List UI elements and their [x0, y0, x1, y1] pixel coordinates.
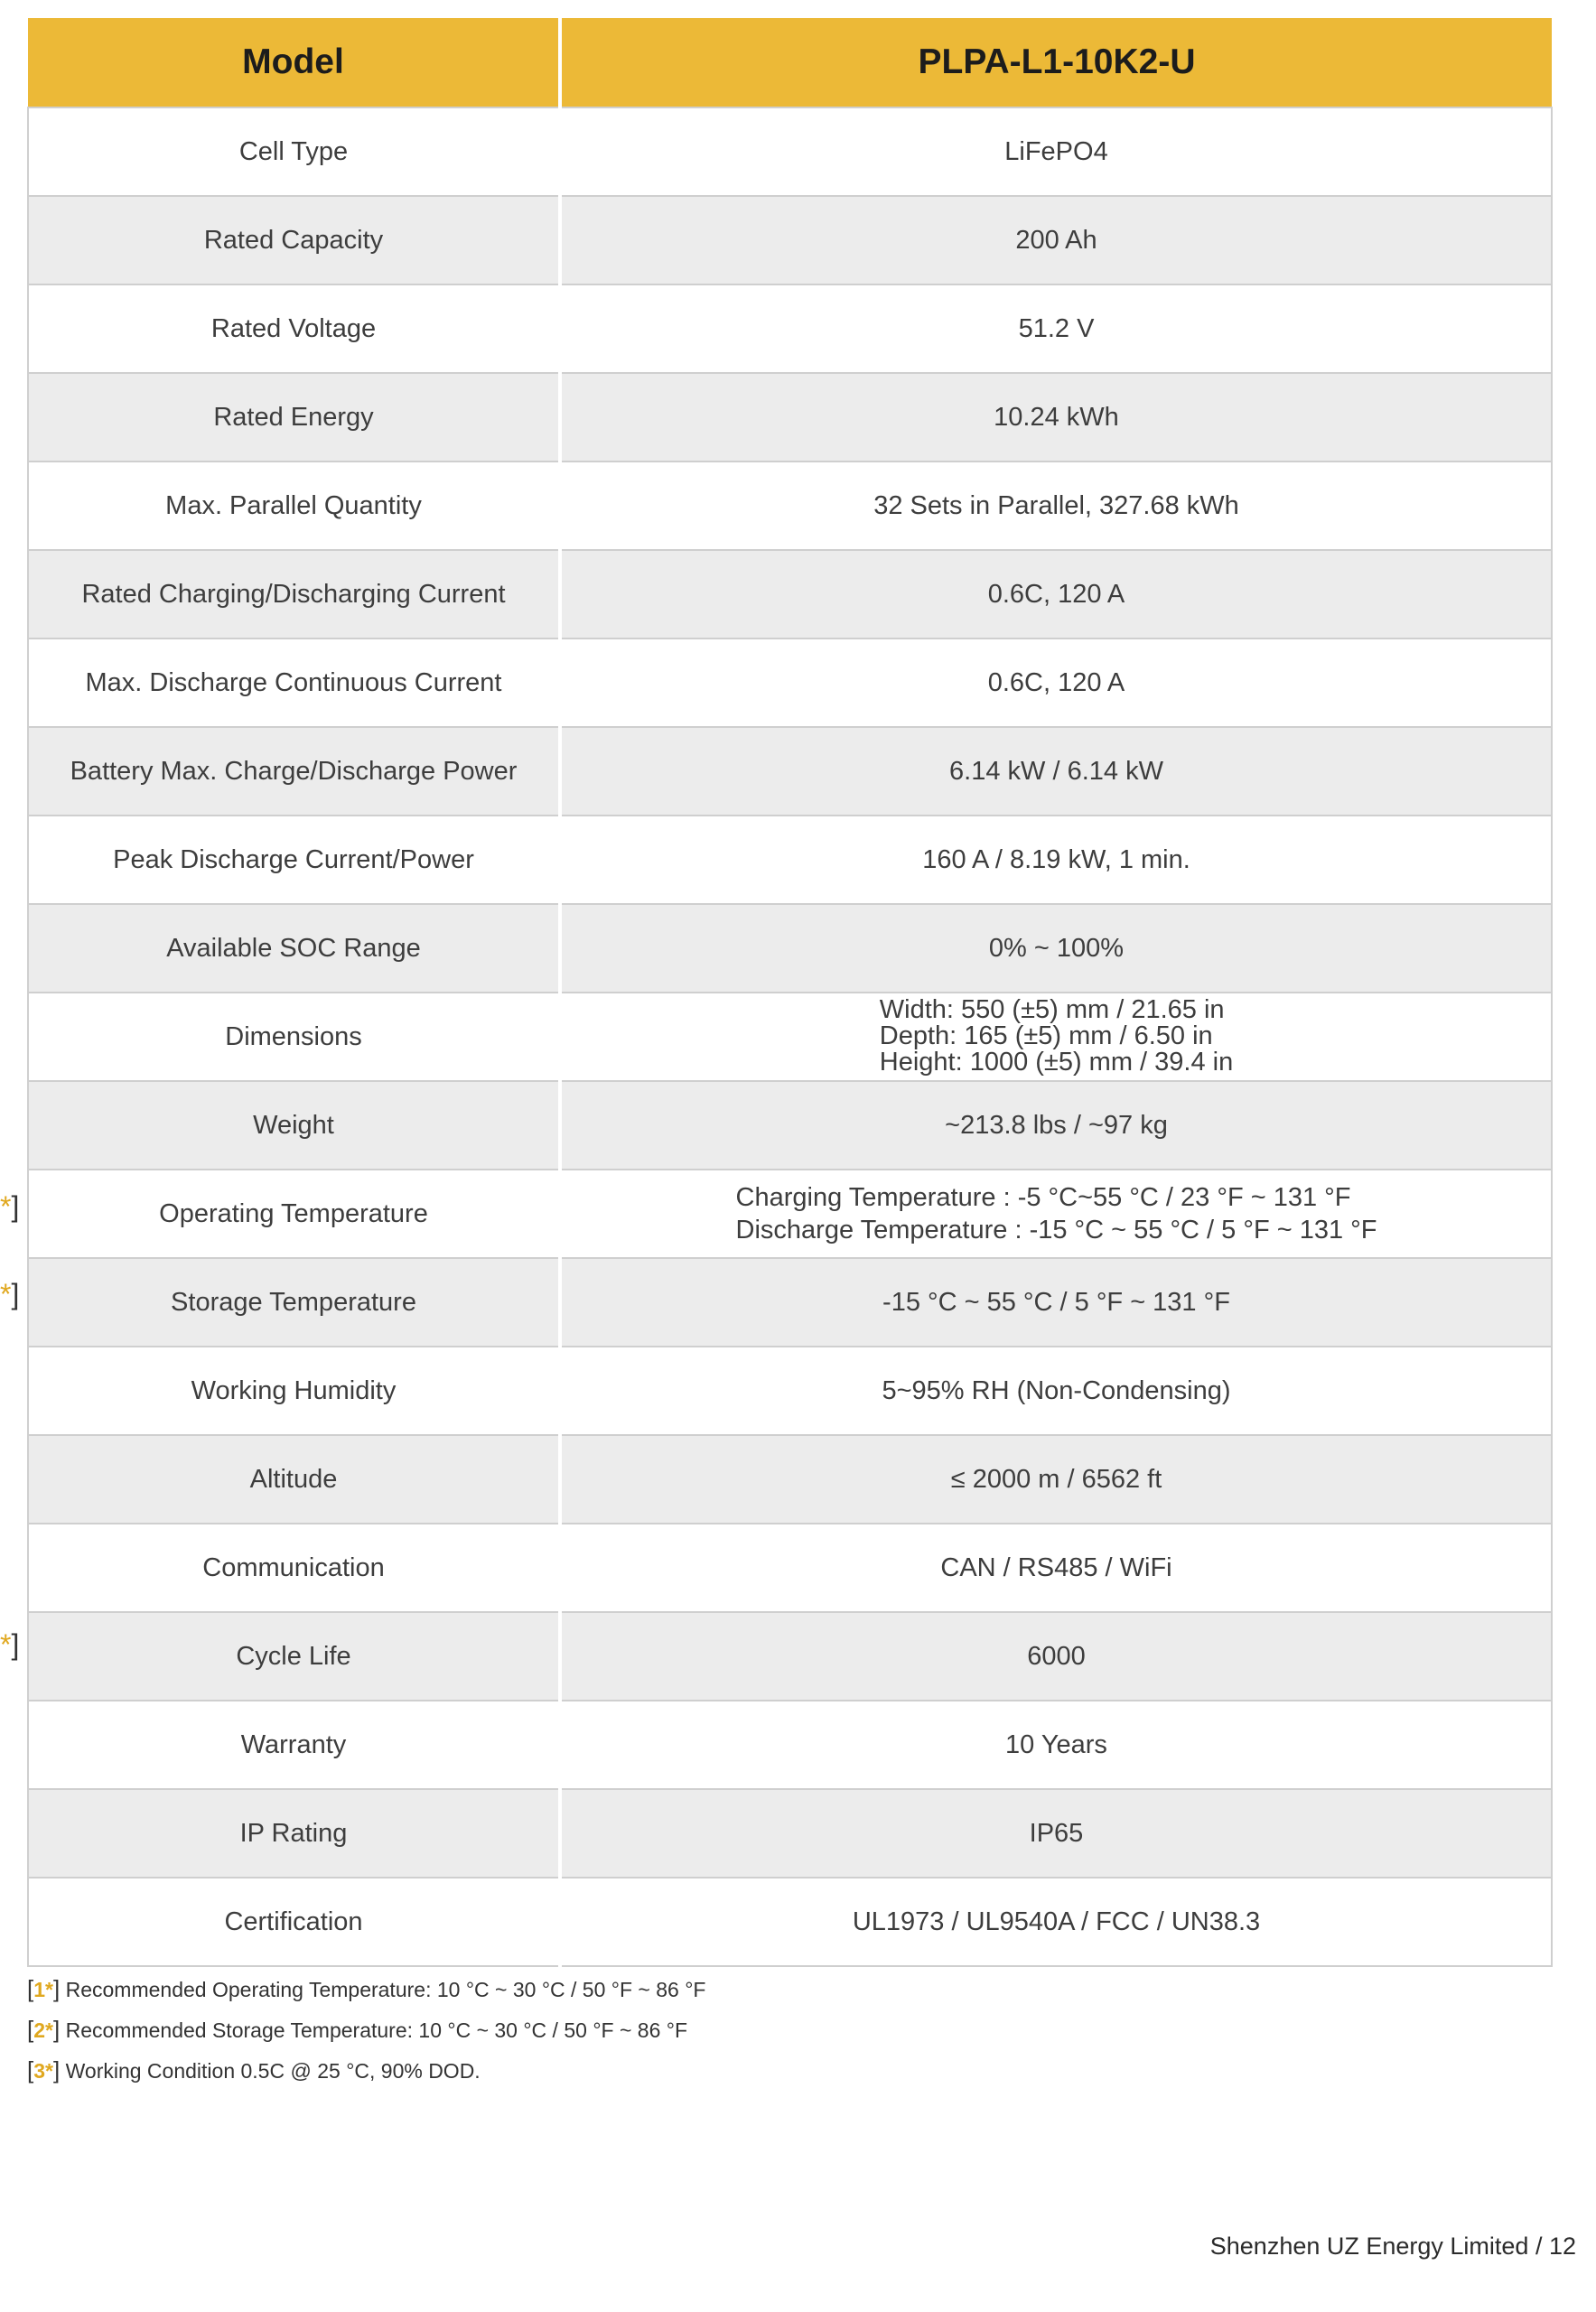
footnote-item: [2*] Recommended Storage Temperature: 10 °C ~ 30 °C / 50 °F ~ 86 °F	[27, 2016, 687, 2043]
spec-table	[27, 18, 1553, 1967]
row-label: Working Humidity	[28, 1347, 560, 1435]
table-row	[28, 1347, 1552, 1435]
footnote-number: 1*	[33, 1978, 53, 2001]
dimension-height: Height: 1000 (±5) mm / 39.4 in	[879, 1047, 1234, 1077]
table-row	[28, 816, 1552, 904]
row-label: Communication	[28, 1524, 560, 1612]
row-label: Rated Charging/Discharging Current	[28, 550, 560, 639]
operating-temperature-values	[736, 1181, 1377, 1247]
discharge-temperature: Discharge Temperature : -15 °C ~ 55 °C / 5 °F ~ 131 °F	[735, 1216, 1377, 1245]
footnote-text: Recommended Storage Temperature: 10 °C ~ 30 °C / 50 °F ~ 86 °F	[65, 2018, 687, 2042]
footnote-number: 2*	[33, 2018, 53, 2042]
table-header-row	[28, 18, 1552, 107]
row-value: -15 °C ~ 55 °C / 5 °F ~ 131 °F	[560, 1258, 1552, 1347]
row-value: ~213.8 lbs / ~97 kg	[560, 1081, 1552, 1170]
row-label: Warranty	[28, 1701, 560, 1789]
row-value: 10.24 kWh	[560, 373, 1552, 461]
table-row	[28, 1878, 1552, 1966]
header-model-value: PLPA-L1-10K2-U	[560, 18, 1552, 107]
footnotes	[27, 1969, 705, 2091]
table-row	[28, 1524, 1552, 1612]
row-value: 6000	[560, 1612, 1552, 1701]
row-value: 32 Sets in Parallel, 327.68 kWh	[560, 461, 1552, 550]
header-model-label: Model	[28, 18, 560, 107]
row-value: 10 Years	[560, 1701, 1552, 1789]
table-row	[28, 373, 1552, 461]
table-row	[28, 727, 1552, 816]
row-value: 0% ~ 100%	[560, 904, 1552, 993]
table-row	[28, 993, 1552, 1081]
row-label: Cell Type	[28, 107, 560, 196]
row-value: ≤ 2000 m / 6562 ft	[560, 1435, 1552, 1524]
row-value: CAN / RS485 / WiFi	[560, 1524, 1552, 1612]
table-row	[28, 1701, 1552, 1789]
table-row	[28, 1258, 1552, 1347]
table-row	[28, 1435, 1552, 1524]
table-row	[28, 1612, 1552, 1701]
row-value: 0.6C, 120 A	[560, 639, 1552, 727]
table-row	[28, 107, 1552, 196]
row-value: 6.14 kW / 6.14 kW	[560, 727, 1552, 816]
table-row	[28, 1170, 1552, 1258]
footnote-item: [1*] Recommended Operating Temperature: 10 °C ~ 30 °C / 50 °F ~ 86 °F	[27, 1975, 706, 2002]
row-value: 200 Ah	[560, 196, 1552, 284]
table-row	[28, 1081, 1552, 1170]
row-label: Altitude	[28, 1435, 560, 1524]
row-label: Weight	[28, 1081, 560, 1170]
charging-temperature: Charging Temperature : -5 °C~55 °C / 23 °F ~ 131 °F	[735, 1182, 1351, 1212]
row-value: LiFePO4	[560, 107, 1552, 196]
row-value	[560, 993, 1552, 1081]
row-value	[560, 1170, 1552, 1258]
row-label: Max. Parallel Quantity	[28, 461, 560, 550]
dimension-depth: Depth: 165 (±5) mm / 6.50 in	[879, 1021, 1213, 1050]
page-footer: Shenzhen UZ Energy Limited / 12	[1209, 2233, 1576, 2260]
row-label: Dimensions	[28, 993, 560, 1081]
row-label: Operating Temperature	[28, 1170, 560, 1258]
storage-temperature-ref-mark: *]	[0, 1278, 20, 1310]
row-label: Available SOC Range	[28, 904, 560, 993]
row-label: IP Rating	[28, 1789, 560, 1878]
row-label: Certification	[28, 1878, 560, 1966]
row-label: Peak Discharge Current/Power	[28, 816, 560, 904]
operating-temperature-ref-mark: *]	[0, 1190, 20, 1223]
table-row	[28, 284, 1552, 373]
row-label: Rated Voltage	[28, 284, 560, 373]
dimension-width: Width: 550 (±5) mm / 21.65 in	[879, 994, 1225, 1024]
row-label: Battery Max. Charge/Discharge Power	[28, 727, 560, 816]
row-label: Max. Discharge Continuous Current	[28, 639, 560, 727]
row-label: Cycle Life	[28, 1612, 560, 1701]
table-row	[28, 639, 1552, 727]
row-label: Rated Energy	[28, 373, 560, 461]
row-value: 51.2 V	[560, 284, 1552, 373]
footnote-item: [3*] Working Condition 0.5C @ 25 °C, 90% DOD.	[27, 2056, 481, 2084]
footnote-number: 3*	[33, 2059, 53, 2083]
row-value: IP65	[560, 1789, 1552, 1878]
footnote-text: Recommended Operating Temperature: 10 °C ~ 30 °C / 50 °F ~ 86 °F	[65, 1978, 706, 2001]
row-value: 0.6C, 120 A	[560, 550, 1552, 639]
footnote-text: Working Condition 0.5C @ 25 °C, 90% DOD.	[65, 2059, 481, 2083]
table-row	[28, 1789, 1552, 1878]
row-value: 160 A / 8.19 kW, 1 min.	[560, 816, 1552, 904]
table-row	[28, 904, 1552, 993]
row-label: Storage Temperature	[28, 1258, 560, 1347]
table-row	[28, 461, 1552, 550]
cycle-life-ref-mark: *]	[0, 1628, 20, 1661]
row-value: 5~95% RH (Non-Condensing)	[560, 1347, 1552, 1435]
row-label: Rated Capacity	[28, 196, 560, 284]
dimensions-values	[879, 994, 1234, 1077]
row-value: UL1973 / UL9540A / FCC / UN38.3	[560, 1878, 1552, 1966]
table-row	[28, 550, 1552, 639]
table-row	[28, 196, 1552, 284]
